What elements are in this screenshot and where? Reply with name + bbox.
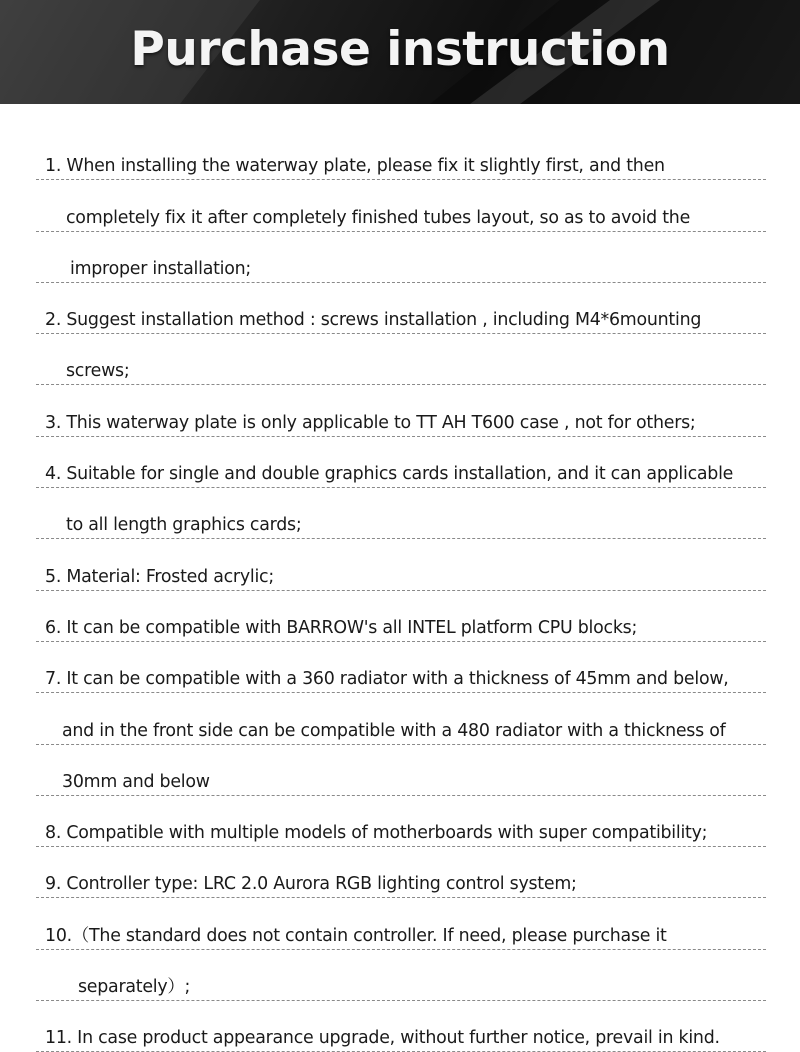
line-text: to all length graphics cards; bbox=[66, 515, 302, 536]
list-line bbox=[36, 591, 766, 642]
list-line bbox=[36, 488, 766, 539]
line-text: 8. Compatible with multiple models of motherboards with super compatibility; bbox=[45, 823, 708, 844]
list-line bbox=[36, 180, 766, 231]
line-text: 4. Suitable for single and double graphics cards installation, and it can applicable bbox=[45, 464, 734, 485]
line-text: 7. It can be compatible with a 360 radiator with a thickness of 45mm and below, bbox=[45, 669, 729, 690]
list-line bbox=[36, 847, 766, 898]
list-line bbox=[36, 950, 766, 1001]
list-line bbox=[36, 385, 766, 436]
line-text: 3. This waterway plate is only applicable to TT AH T600 case , not for others; bbox=[45, 412, 696, 433]
list-line bbox=[36, 129, 766, 180]
list-line bbox=[36, 796, 766, 847]
line-text: 6. It can be compatible with BARROW's all INTEL platform CPU blocks; bbox=[45, 617, 638, 638]
page-title: Purchase instruction bbox=[130, 22, 670, 77]
line-text: 11. In case product appearance upgrade, without further notice, prevail in kind. bbox=[45, 1028, 720, 1049]
line-text: 5. Material: Frosted acrylic; bbox=[45, 566, 274, 587]
list-line bbox=[36, 437, 766, 488]
line-text: improper installation; bbox=[70, 258, 252, 279]
line-text: screws; bbox=[66, 361, 130, 382]
line-text: separately）; bbox=[78, 977, 191, 998]
list-line bbox=[36, 898, 766, 949]
line-text: 2. Suggest installation method : screws installation , including M4*6mounting bbox=[45, 310, 702, 331]
header-banner bbox=[0, 0, 800, 104]
list-line bbox=[36, 334, 766, 385]
list-line bbox=[36, 283, 766, 334]
line-text: 30mm and below bbox=[62, 771, 210, 792]
list-line bbox=[36, 539, 766, 590]
list-line bbox=[36, 745, 766, 796]
list-line bbox=[36, 232, 766, 283]
list-line bbox=[36, 642, 766, 693]
list-line bbox=[36, 693, 766, 744]
line-text: and in the front side can be compatible with a 480 radiator with a thickness of bbox=[62, 720, 726, 741]
line-text: 10.（The standard does not contain controller. If need, please purchase it bbox=[45, 925, 667, 946]
line-text: completely fix it after completely finished tubes layout, so as to avoid the bbox=[66, 207, 691, 228]
instruction-list bbox=[36, 129, 766, 1052]
line-text: 9. Controller type: LRC 2.0 Aurora RGB lighting control system; bbox=[45, 874, 577, 895]
list-line bbox=[36, 1001, 766, 1052]
line-text: 1. When installing the waterway plate, please fix it slightly first, and then bbox=[45, 156, 665, 177]
